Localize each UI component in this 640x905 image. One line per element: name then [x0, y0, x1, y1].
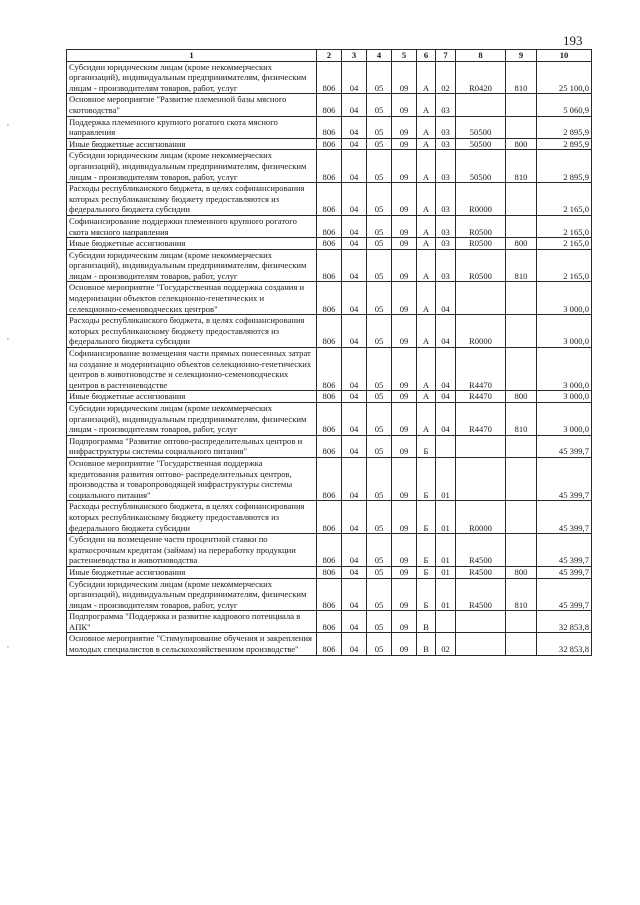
subprogram-cell: А: [417, 94, 436, 116]
subprogram-cell: А: [417, 315, 436, 348]
expense-type-cell: [506, 633, 537, 655]
row-name-cell: Основное мероприятие "Государственная поддержка кредитования развития оптово- распределительных центров, производства и товаропроводящей инфраструктуры системы социального питания": [67, 457, 317, 500]
section-cell: 04: [342, 116, 367, 138]
gl-code-cell: 806: [317, 249, 342, 282]
subsection-cell: 05: [367, 501, 392, 534]
subprogram-cell: А: [417, 183, 436, 216]
event-cell: 03: [436, 249, 456, 282]
program-cell: 09: [392, 238, 417, 250]
gl-code-cell: 806: [317, 138, 342, 150]
table-row: [67, 348, 592, 391]
event-cell: 02: [436, 633, 456, 655]
subprogram-cell: А: [417, 138, 436, 150]
expense-type-cell: 810: [506, 150, 537, 183]
direction-cell: [456, 282, 506, 315]
section-cell: 04: [342, 315, 367, 348]
section-cell: 04: [342, 238, 367, 250]
gl-code-cell: 806: [317, 566, 342, 578]
table-row: [67, 457, 592, 500]
program-cell: 09: [392, 150, 417, 183]
gl-code-cell: 806: [317, 183, 342, 216]
event-cell: 04: [436, 403, 456, 436]
table-row: [67, 61, 592, 94]
subprogram-cell: А: [417, 61, 436, 94]
table-body: [67, 61, 592, 655]
event-cell: 04: [436, 391, 456, 403]
program-cell: 09: [392, 215, 417, 237]
expense-type-cell: [506, 501, 537, 534]
program-cell: 09: [392, 282, 417, 315]
section-cell: 04: [342, 534, 367, 567]
program-cell: 09: [392, 138, 417, 150]
gl-code-cell: 806: [317, 238, 342, 250]
subprogram-cell: А: [417, 238, 436, 250]
subprogram-cell: В: [417, 611, 436, 633]
amount-cell: 3 000,0: [537, 315, 592, 348]
section-cell: 04: [342, 578, 367, 611]
program-cell: 09: [392, 534, 417, 567]
row-name-cell: Субсидии юридическим лицам (кроме некоммерческих организаций), индивидуальным предпринимателям, физическим лицам - производителям товаров, работ, услуг: [67, 403, 317, 436]
event-cell: 04: [436, 282, 456, 315]
direction-cell: R4500: [456, 578, 506, 611]
col-header: 4: [367, 50, 392, 62]
margin-mark: ,: [7, 332, 9, 341]
subprogram-cell: А: [417, 282, 436, 315]
direction-cell: R4470: [456, 403, 506, 436]
program-cell: 09: [392, 249, 417, 282]
subprogram-cell: А: [417, 150, 436, 183]
table-row: [67, 566, 592, 578]
event-cell: 01: [436, 534, 456, 567]
program-cell: 09: [392, 116, 417, 138]
amount-cell: 3 000,0: [537, 282, 592, 315]
subprogram-cell: Б: [417, 457, 436, 500]
row-name-cell: Основное мероприятие "Стимулирование обучения и закрепления молодых специалистов в сельскохозяйственном производстве": [67, 633, 317, 655]
amount-cell: 2 165,0: [537, 183, 592, 216]
row-name-cell: Субсидии на возмещение части процентной ставки по краткосрочным кредитам (займам) на переработку продукции растениеводства и животноводства: [67, 534, 317, 567]
amount-cell: 45 399,7: [537, 501, 592, 534]
table-row: [67, 435, 592, 457]
event-cell: 03: [436, 150, 456, 183]
program-cell: 09: [392, 348, 417, 391]
row-name-cell: Иные бюджетные ассигнования: [67, 238, 317, 250]
gl-code-cell: 806: [317, 403, 342, 436]
subsection-cell: 05: [367, 457, 392, 500]
expense-type-cell: [506, 315, 537, 348]
row-name-cell: Основное мероприятие "Государственная поддержка создания и модернизации объектов селекционно-генетических и селекционно-семеноводческих центров": [67, 282, 317, 315]
amount-cell: 3 000,0: [537, 391, 592, 403]
subsection-cell: 05: [367, 238, 392, 250]
gl-code-cell: 806: [317, 150, 342, 183]
gl-code-cell: 806: [317, 611, 342, 633]
row-name-cell: Расходы республиканского бюджета, в целях софинансирования которых республиканскому бюджету предоставляются из федерального бюджета субсидии: [67, 183, 317, 216]
section-cell: 04: [342, 282, 367, 315]
section-cell: 04: [342, 150, 367, 183]
col-header: 9: [506, 50, 537, 62]
subprogram-cell: А: [417, 391, 436, 403]
subsection-cell: 05: [367, 282, 392, 315]
event-cell: [436, 611, 456, 633]
section-cell: 04: [342, 348, 367, 391]
expense-type-cell: [506, 435, 537, 457]
gl-code-cell: 806: [317, 633, 342, 655]
event-cell: 01: [436, 566, 456, 578]
col-header: 2: [317, 50, 342, 62]
row-name-cell: Расходы республиканского бюджета, в целях софинансирования которых республиканскому бюджету предоставляются из федерального бюджета субсидии: [67, 501, 317, 534]
subsection-cell: 05: [367, 578, 392, 611]
direction-cell: [456, 94, 506, 116]
section-cell: 04: [342, 611, 367, 633]
event-cell: [436, 435, 456, 457]
direction-cell: R0000: [456, 501, 506, 534]
gl-code-cell: 806: [317, 391, 342, 403]
event-cell: 03: [436, 183, 456, 216]
expense-type-cell: 810: [506, 61, 537, 94]
table-row: [67, 315, 592, 348]
expense-type-cell: 810: [506, 403, 537, 436]
row-name-cell: Софинансирование поддержки племенного крупного рогатого скота мясного направления: [67, 215, 317, 237]
subprogram-cell: А: [417, 215, 436, 237]
amount-cell: 2 165,0: [537, 249, 592, 282]
direction-cell: R4470: [456, 348, 506, 391]
subprogram-cell: А: [417, 116, 436, 138]
table-row: [67, 215, 592, 237]
gl-code-cell: 806: [317, 116, 342, 138]
expense-type-cell: [506, 457, 537, 500]
direction-cell: [456, 633, 506, 655]
expense-type-cell: 810: [506, 578, 537, 611]
gl-code-cell: 806: [317, 61, 342, 94]
section-cell: 04: [342, 457, 367, 500]
gl-code-cell: 806: [317, 315, 342, 348]
gl-code-cell: 806: [317, 94, 342, 116]
amount-cell: 5 060,9: [537, 94, 592, 116]
direction-cell: R0500: [456, 249, 506, 282]
col-header: 8: [456, 50, 506, 62]
event-cell: 03: [436, 215, 456, 237]
gl-code-cell: 806: [317, 534, 342, 567]
table-row: [67, 249, 592, 282]
budget-table: [66, 49, 592, 656]
amount-cell: 3 000,0: [537, 403, 592, 436]
amount-cell: 45 399,7: [537, 435, 592, 457]
direction-cell: [456, 457, 506, 500]
row-name-cell: Софинансирование возмещения части прямых понесенных затрат на создание и модернизацию объектов селекционно-генетических центров в животноводстве и селекционно-семеноводческих центров в растениеводстве: [67, 348, 317, 391]
amount-cell: 2 165,0: [537, 215, 592, 237]
event-cell: 04: [436, 315, 456, 348]
expense-type-cell: [506, 534, 537, 567]
expense-type-cell: 810: [506, 249, 537, 282]
section-cell: 04: [342, 61, 367, 94]
amount-cell: 45 399,7: [537, 534, 592, 567]
amount-cell: 45 399,7: [537, 457, 592, 500]
program-cell: 09: [392, 633, 417, 655]
col-header: 10: [537, 50, 592, 62]
program-cell: 09: [392, 578, 417, 611]
row-name-cell: Расходы республиканского бюджета, в целях софинансирования которых республиканскому бюджету предоставляются из федерального бюджета субсидии: [67, 315, 317, 348]
row-name-cell: Субсидии юридическим лицам (кроме некоммерческих организаций), индивидуальным предпринимателям, физическим лицам - производителям товаров, работ, услуг: [67, 578, 317, 611]
direction-cell: R0500: [456, 238, 506, 250]
subprogram-cell: Б: [417, 578, 436, 611]
row-name-cell: Поддержка племенного крупного рогатого скота мясного направления: [67, 116, 317, 138]
expense-type-cell: 800: [506, 566, 537, 578]
amount-cell: 45 399,7: [537, 578, 592, 611]
subprogram-cell: Б: [417, 435, 436, 457]
table-row: [67, 534, 592, 567]
row-name-cell: Субсидии юридическим лицам (кроме некоммерческих организаций), индивидуальным предпринимателям, физическим лицам - производителям товаров, работ, услуг: [67, 249, 317, 282]
section-cell: 04: [342, 566, 367, 578]
subsection-cell: 05: [367, 633, 392, 655]
program-cell: 09: [392, 457, 417, 500]
direction-cell: 50500: [456, 138, 506, 150]
table-row: [67, 94, 592, 116]
expense-type-cell: [506, 116, 537, 138]
program-cell: 09: [392, 315, 417, 348]
section-cell: 04: [342, 403, 367, 436]
event-cell: 01: [436, 501, 456, 534]
subprogram-cell: Б: [417, 534, 436, 567]
subsection-cell: 05: [367, 348, 392, 391]
amount-cell: 25 100,0: [537, 61, 592, 94]
direction-cell: 50500: [456, 116, 506, 138]
table-row: [67, 238, 592, 250]
section-cell: 04: [342, 633, 367, 655]
row-name-cell: Иные бюджетные ассигнования: [67, 391, 317, 403]
gl-code-cell: 806: [317, 578, 342, 611]
direction-cell: R0000: [456, 183, 506, 216]
margin-mark: ,: [7, 118, 9, 127]
subprogram-cell: В: [417, 633, 436, 655]
program-cell: 09: [392, 566, 417, 578]
event-cell: 03: [436, 116, 456, 138]
event-cell: 03: [436, 238, 456, 250]
row-name-cell: Иные бюджетные ассигнования: [67, 566, 317, 578]
gl-code-cell: 806: [317, 215, 342, 237]
expense-type-cell: [506, 611, 537, 633]
col-header: 7: [436, 50, 456, 62]
row-name-cell: Иные бюджетные ассигнования: [67, 138, 317, 150]
section-cell: 04: [342, 501, 367, 534]
section-cell: 04: [342, 249, 367, 282]
subsection-cell: 05: [367, 534, 392, 567]
expense-type-cell: [506, 94, 537, 116]
expense-type-cell: 800: [506, 391, 537, 403]
table-row: [67, 391, 592, 403]
direction-cell: [456, 435, 506, 457]
margin-mark: ,: [7, 640, 9, 649]
section-cell: 04: [342, 138, 367, 150]
amount-cell: 32 853,8: [537, 633, 592, 655]
table-row: [67, 403, 592, 436]
page-number: 193: [563, 33, 583, 48]
col-header: 6: [417, 50, 436, 62]
table-row: [67, 611, 592, 633]
table-row: [67, 578, 592, 611]
subprogram-cell: А: [417, 348, 436, 391]
table-row: [67, 116, 592, 138]
gl-code-cell: 806: [317, 348, 342, 391]
subsection-cell: 05: [367, 435, 392, 457]
direction-cell: [456, 611, 506, 633]
program-cell: 09: [392, 391, 417, 403]
col-header: 1: [67, 50, 317, 62]
direction-cell: R4470: [456, 391, 506, 403]
program-cell: 09: [392, 611, 417, 633]
program-cell: 09: [392, 435, 417, 457]
program-cell: 09: [392, 501, 417, 534]
subsection-cell: 05: [367, 150, 392, 183]
expense-type-cell: [506, 348, 537, 391]
table-row: [67, 501, 592, 534]
subsection-cell: 05: [367, 183, 392, 216]
expense-type-cell: 800: [506, 238, 537, 250]
amount-cell: 32 853,8: [537, 611, 592, 633]
col-header: 5: [392, 50, 417, 62]
subprogram-cell: А: [417, 403, 436, 436]
section-cell: 04: [342, 94, 367, 116]
subsection-cell: 05: [367, 611, 392, 633]
amount-cell: 2 895,9: [537, 150, 592, 183]
row-name-cell: Подпрограмма "Поддержка и развитие кадрового потенциала в АПК": [67, 611, 317, 633]
section-cell: 04: [342, 435, 367, 457]
subsection-cell: 05: [367, 315, 392, 348]
amount-cell: 2 895,9: [537, 116, 592, 138]
amount-cell: 2 895,9: [537, 138, 592, 150]
table-row: [67, 183, 592, 216]
row-name-cell: Субсидии юридическим лицам (кроме некоммерческих организаций), индивидуальным предпринимателям, физическим лицам - производителям товаров, работ, услуг: [67, 61, 317, 94]
gl-code-cell: 806: [317, 501, 342, 534]
direction-cell: R0000: [456, 315, 506, 348]
subsection-cell: 05: [367, 566, 392, 578]
subsection-cell: 05: [367, 391, 392, 403]
subprogram-cell: А: [417, 249, 436, 282]
event-cell: 04: [436, 348, 456, 391]
gl-code-cell: 806: [317, 282, 342, 315]
event-cell: 01: [436, 457, 456, 500]
gl-code-cell: 806: [317, 457, 342, 500]
amount-cell: 3 000,0: [537, 348, 592, 391]
expense-type-cell: 800: [506, 138, 537, 150]
event-cell: 03: [436, 94, 456, 116]
table-row: [67, 150, 592, 183]
direction-cell: R0500: [456, 215, 506, 237]
amount-cell: 45 399,7: [537, 566, 592, 578]
expense-type-cell: [506, 183, 537, 216]
expense-type-cell: [506, 215, 537, 237]
direction-cell: R4500: [456, 534, 506, 567]
subprogram-cell: Б: [417, 501, 436, 534]
subsection-cell: 05: [367, 61, 392, 94]
section-cell: 04: [342, 215, 367, 237]
event-cell: 03: [436, 138, 456, 150]
event-cell: 01: [436, 578, 456, 611]
table-row: [67, 633, 592, 655]
subsection-cell: 05: [367, 94, 392, 116]
program-cell: 09: [392, 94, 417, 116]
direction-cell: 50500: [456, 150, 506, 183]
section-cell: 04: [342, 391, 367, 403]
subsection-cell: 05: [367, 249, 392, 282]
subsection-cell: 05: [367, 215, 392, 237]
gl-code-cell: 806: [317, 435, 342, 457]
program-cell: 09: [392, 403, 417, 436]
section-cell: 04: [342, 183, 367, 216]
program-cell: 09: [392, 61, 417, 94]
table-row: [67, 138, 592, 150]
row-name-cell: Основное мероприятие "Развитие племенной базы мясного скотоводства": [67, 94, 317, 116]
expense-type-cell: [506, 282, 537, 315]
col-header: 3: [342, 50, 367, 62]
subsection-cell: 05: [367, 116, 392, 138]
event-cell: 02: [436, 61, 456, 94]
header-row: [67, 50, 592, 62]
row-name-cell: Подпрограмма "Развитие оптово-распределительных центров и инфраструктуры системы социального питания": [67, 435, 317, 457]
program-cell: 09: [392, 183, 417, 216]
subsection-cell: 05: [367, 138, 392, 150]
direction-cell: R0420: [456, 61, 506, 94]
direction-cell: R4500: [456, 566, 506, 578]
subprogram-cell: Б: [417, 566, 436, 578]
row-name-cell: Субсидии юридическим лицам (кроме некоммерческих организаций), индивидуальным предпринимателям, физическим лицам - производителям товаров, работ, услуг: [67, 150, 317, 183]
subsection-cell: 05: [367, 403, 392, 436]
table-row: [67, 282, 592, 315]
amount-cell: 2 165,0: [537, 238, 592, 250]
